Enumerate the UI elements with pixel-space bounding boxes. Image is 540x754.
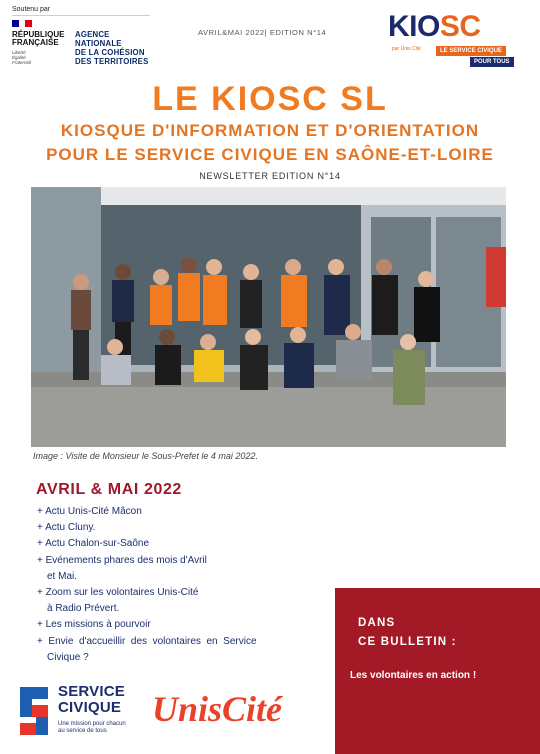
service-civique-tagline: Une mission pour chacun au service de tous — [58, 721, 126, 734]
list-item-continuation-text: à Radio Prévert. — [47, 603, 120, 615]
list-item-continuation — [37, 650, 307, 666]
republique-francaise-logo — [12, 31, 72, 47]
motto-1: Liberté — [12, 50, 26, 55]
bulletin-volontaires: Les volontaires en action ! — [350, 670, 477, 681]
kiosc-logo-part2: SC — [439, 10, 481, 43]
group-photo-illustration — [31, 187, 506, 447]
anct-logo — [75, 30, 148, 66]
list-item: + Zoom sur les volontaires Unis-Cité — [37, 587, 199, 599]
kiosc-tagline: LE SERVICE CIVIQUE — [436, 46, 506, 56]
group-photo — [31, 187, 506, 447]
motto-3: Fraternité — [12, 60, 32, 65]
anct-line-2: NATIONALE — [75, 39, 122, 48]
kiosc-logo — [388, 12, 481, 42]
header-divider — [12, 15, 150, 16]
page-title: LE KIOSC SL — [152, 80, 388, 118]
list-item: + Actu Unis-Cité Mâcon — [37, 506, 142, 517]
contents-list — [37, 504, 307, 666]
bulletin-heading — [358, 614, 457, 652]
republique-francaise-flag-icon — [12, 20, 32, 27]
rf-line-2: FRANÇAISE — [12, 38, 59, 47]
kiosc-logo-part1: KIO — [388, 10, 440, 43]
rf-line-1: RÉPUBLIQUE — [12, 30, 65, 39]
edition-header: AVRIL&MAI 2022| EDITION N°14 — [198, 28, 327, 37]
list-item-continuation — [37, 569, 307, 585]
list-item: + Evénements phares des mois d'Avril — [37, 554, 207, 566]
bulletin-heading-line-2: CE BULLETIN : — [358, 636, 457, 648]
rf-motto — [12, 50, 52, 65]
subtitle-line-2: POUR LE SERVICE CIVIQUE EN SAÔNE-ET-LOIRE — [46, 145, 494, 164]
anct-line-3: DE LA COHÉSION — [75, 48, 145, 57]
list-item-continuation — [37, 601, 307, 617]
section-title: AVRIL & MAI 2022 — [36, 481, 182, 498]
bulletin-heading-line-1: DANS — [358, 617, 396, 629]
subtitle-line-1: KIOSQUE D'INFORMATION ET D'ORIENTATION — [60, 121, 480, 140]
kiosc-by: par Unis Cité — [392, 46, 421, 52]
newsletter-edition: NEWSLETTER EDITION N°14 — [199, 171, 341, 181]
anct-line-4: DES TERRITOIRES — [75, 57, 149, 66]
photo-caption: Image : Visite de Monsieur le Sous-Prefet le 4 mai 2022. — [33, 451, 258, 461]
list-item: + Actu Cluny. — [37, 522, 96, 534]
kiosc-tagline-2: POUR TOUS — [470, 57, 514, 67]
list-item-continuation-text: Civique ? — [47, 651, 89, 663]
service-civique-logo-line-1: SERVICE — [58, 683, 125, 700]
uniscite-logo: UnisCité — [152, 689, 283, 729]
anct-line-1: AGENCE — [75, 30, 110, 39]
list-item: + Les missions à pourvoir — [37, 619, 151, 631]
list-item-continuation-text: et Mai. — [47, 570, 78, 582]
soutenu-par-label: Soutenu par — [12, 6, 51, 13]
service-civique-logo-line-2: CIVIQUE — [58, 699, 122, 716]
motto-2: Égalité — [12, 55, 26, 60]
list-item: + Envie d'accueillir des volontaires en Service — [37, 635, 257, 647]
list-item: + Actu Chalon-sur-Saône — [37, 538, 150, 550]
service-civique-logo-icon — [14, 683, 54, 739]
